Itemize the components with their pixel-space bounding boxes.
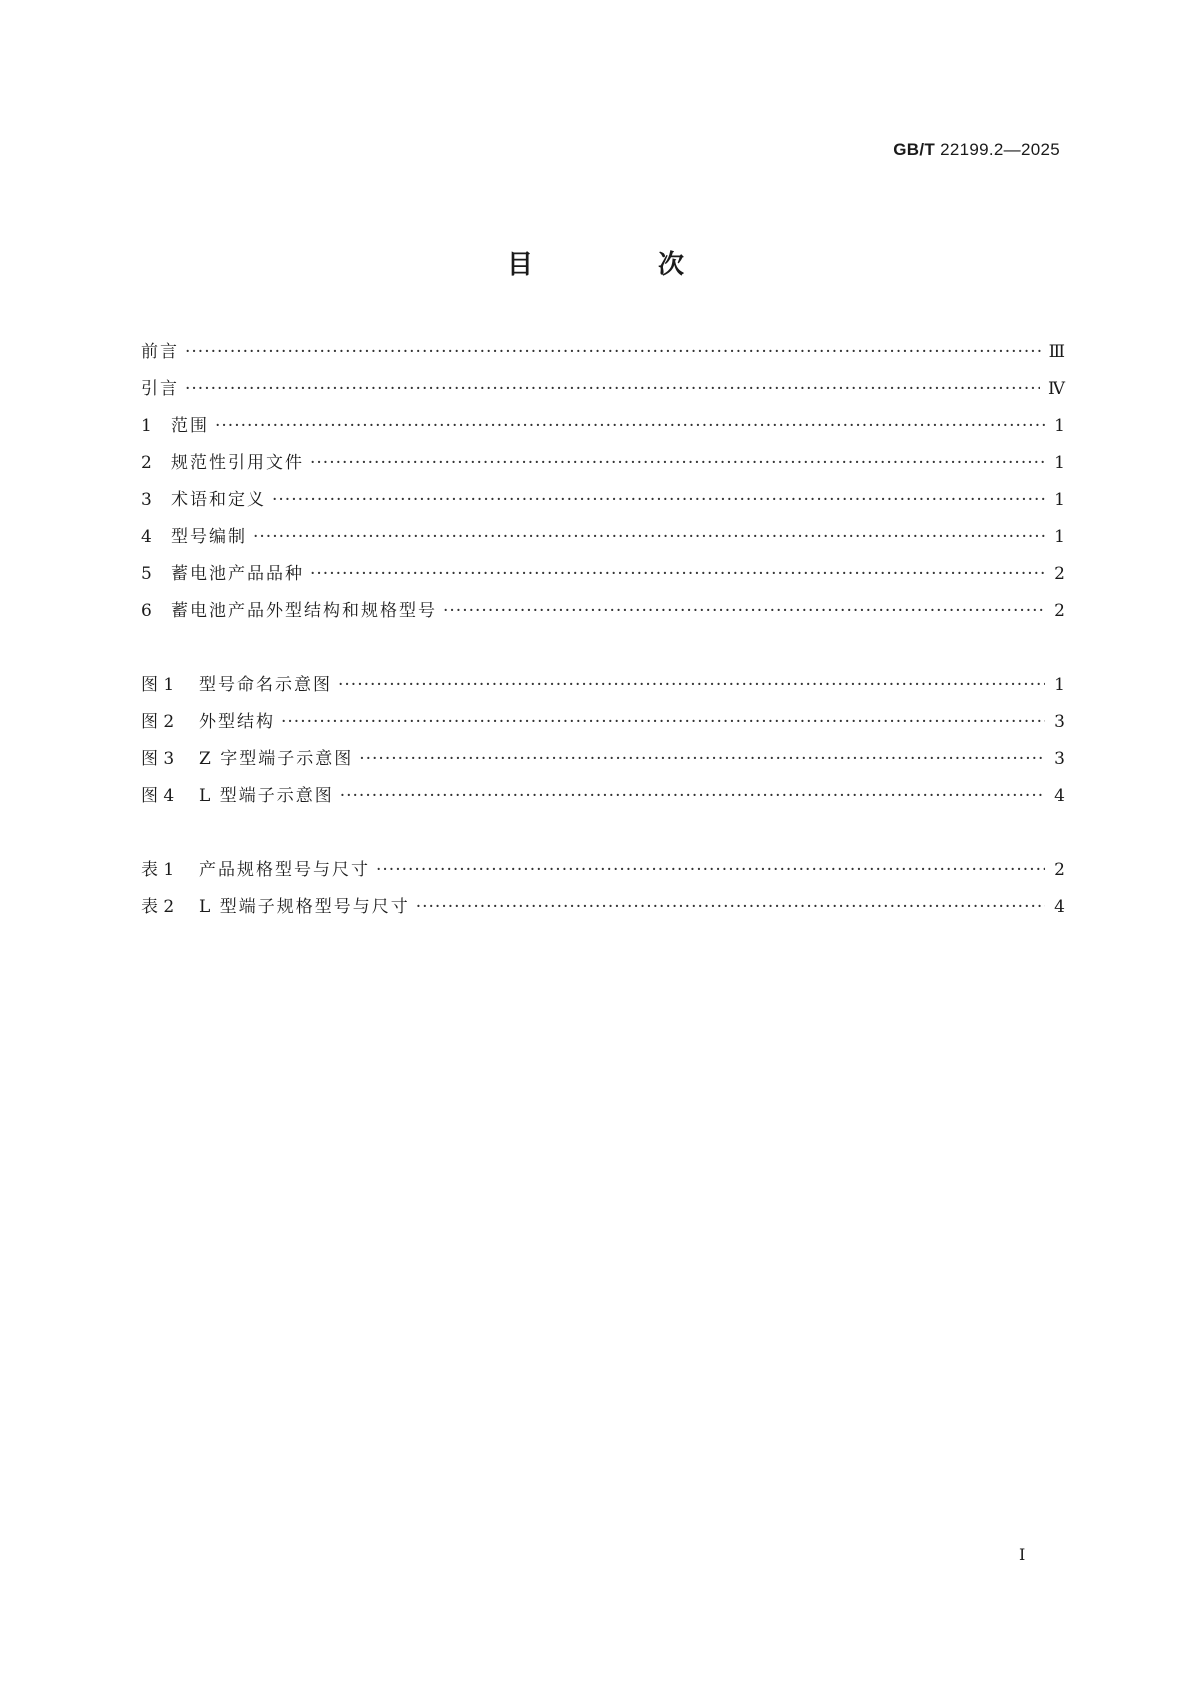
toc-leader-dots: [359, 749, 1045, 769]
toc-entry-table-2[interactable]: [141, 892, 1065, 929]
toc-entry-number: 1: [141, 416, 152, 436]
toc-entry-figure-2[interactable]: [141, 707, 1065, 744]
toc-entry-label: 型号编制: [171, 527, 247, 547]
toc-entry-label: Z 字型端子示意图: [199, 749, 354, 769]
standard-prefix: GB/T: [893, 140, 936, 159]
toc-entry-page: 2: [1054, 564, 1065, 584]
toc-leader-dots: [215, 416, 1045, 436]
toc-entry-page: Ⅲ: [1048, 342, 1065, 362]
toc-entry-number: 图 4: [141, 786, 175, 806]
toc-leader-dots: [443, 601, 1045, 621]
toc-entry-label: L 型端子规格型号与尺寸: [199, 897, 410, 917]
toc-leader-dots: [376, 860, 1045, 880]
toc-leader-dots: [416, 897, 1045, 917]
toc-entry-label: 术语和定义: [171, 490, 266, 510]
toc-entry-number: 4: [141, 527, 152, 547]
toc-entry-number: 图 1: [141, 675, 175, 695]
toc-entry-label: 规范性引用文件: [171, 453, 304, 473]
toc-entry-figure-1[interactable]: [141, 670, 1065, 707]
toc-entry-page: 3: [1054, 712, 1065, 732]
toc-entry-number: 表 1: [141, 860, 175, 880]
document-code: [893, 140, 1060, 160]
toc-entry-figure-3[interactable]: [141, 744, 1065, 781]
toc-leader-dots: [310, 453, 1045, 473]
toc-entry-label: 蓄电池产品品种: [171, 564, 304, 584]
toc-entry-page: 2: [1054, 601, 1065, 621]
toc-entry-page: 1: [1054, 453, 1065, 473]
toc-entry-page: 4: [1054, 786, 1065, 806]
toc-entry-label: 蓄电池产品外型结构和规格型号: [171, 601, 437, 621]
toc-entry-section-3[interactable]: [141, 485, 1065, 522]
toc-leader-dots: [185, 379, 1040, 399]
toc-entry-page: 1: [1054, 416, 1065, 436]
toc-entry-label: 前言: [141, 342, 179, 362]
table-of-contents: [141, 337, 1065, 929]
toc-leader-dots: [281, 712, 1045, 732]
toc-leader-dots: [310, 564, 1045, 584]
toc-entry-label: 型号命名示意图: [199, 675, 332, 695]
toc-entry-figure-4[interactable]: [141, 781, 1065, 818]
toc-entry-introduction[interactable]: [141, 374, 1065, 411]
toc-leader-dots: [338, 675, 1045, 695]
toc-entry-number: 图 3: [141, 749, 175, 769]
toc-entry-label: 外型结构: [199, 712, 275, 732]
toc-tables: [141, 855, 1065, 929]
toc-entry-number: 表 2: [141, 897, 175, 917]
toc-leader-dots: [340, 786, 1045, 806]
toc-entry-foreword[interactable]: [141, 337, 1065, 374]
toc-entry-section-6[interactable]: [141, 596, 1065, 633]
page-title: 目 次: [506, 250, 743, 280]
toc-entry-table-1[interactable]: [141, 855, 1065, 892]
toc-entry-page: 1: [1054, 490, 1065, 510]
toc-entry-page: 3: [1054, 749, 1065, 769]
toc-entry-number: 2: [141, 453, 152, 473]
toc-entry-section-5[interactable]: [141, 559, 1065, 596]
toc-leader-dots: [185, 342, 1041, 362]
toc-entry-page: 4: [1054, 897, 1065, 917]
toc-leader-dots: [272, 490, 1045, 510]
toc-entry-page: 2: [1054, 860, 1065, 880]
standard-number: 22199.2—2025: [940, 140, 1060, 159]
toc-entry-page: Ⅳ: [1048, 379, 1065, 399]
toc-entry-section-1[interactable]: [141, 411, 1065, 448]
toc-entry-label: 产品规格型号与尺寸: [199, 860, 370, 880]
toc-entry-number: 5: [141, 564, 152, 584]
toc-entry-number: 3: [141, 490, 152, 510]
toc-entry-number: 6: [141, 601, 152, 621]
toc-entry-section-4[interactable]: [141, 522, 1065, 559]
toc-entry-number: 图 2: [141, 712, 175, 732]
page-number: I: [1019, 1545, 1026, 1564]
toc-entry-label: 引言: [141, 379, 179, 399]
toc-entry-page: 1: [1054, 675, 1065, 695]
toc-figures: [141, 670, 1065, 818]
toc-leader-dots: [253, 527, 1045, 547]
toc-entry-page: 1: [1054, 527, 1065, 547]
toc-entry-label: 范围: [171, 416, 209, 436]
toc-entry-section-2[interactable]: [141, 448, 1065, 485]
toc-entry-label: L 型端子示意图: [199, 786, 334, 806]
toc-sections: [141, 337, 1065, 633]
